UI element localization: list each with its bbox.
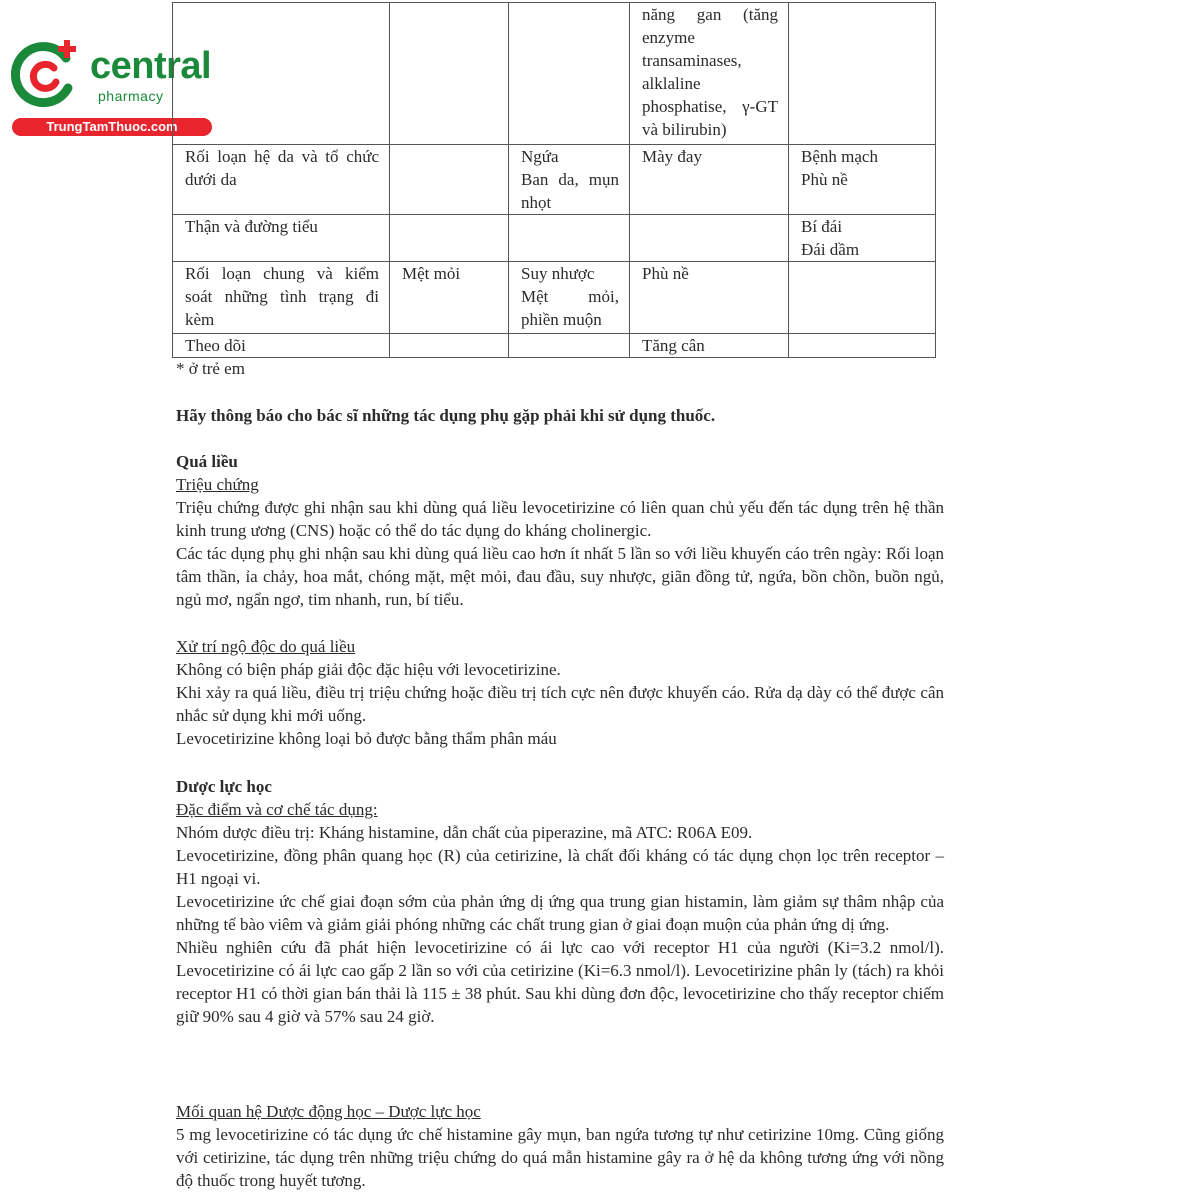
table-cell: Suy nhược Mệt mỏi, phiền muộn — [509, 262, 630, 334]
table-cell: Bí đái Đái dầm — [789, 215, 936, 262]
central-logo-icon — [10, 38, 82, 110]
table-row — [173, 262, 936, 334]
table-cell — [509, 215, 630, 262]
table-cell: Mày đay — [630, 145, 789, 215]
table-cell — [509, 3, 630, 145]
table-cell: Bệnh mạch Phù nề — [789, 145, 936, 215]
symptoms-heading: Triệu chứng — [176, 475, 259, 494]
pkpd-heading: Mối quan hệ Dược động học – Dược lực học — [176, 1102, 481, 1121]
table-cell — [789, 334, 936, 358]
table-cell — [173, 3, 390, 145]
symptoms-paragraph: Các tác dụng phụ ghi nhận sau khi dùng quá liều cao hơn ít nhất 5 lần so với liều khuyến cáo trên ngày: Rối loạn tâm thần, ỉa chảy, hoa mắt, chóng mặt, mệt mỏi, đau đầu, suy nhược, giãn đồng tử, ngứa, bồn chồn, buồn ngủ, ngủ mơ, ngẩn ngơ, tim nhanh, run, bí tiểu. — [176, 544, 944, 609]
adverse-effects-table — [172, 2, 936, 358]
table-cell — [390, 334, 509, 358]
table-cell — [390, 215, 509, 262]
site-badge: TrungTamThuoc.com — [12, 118, 212, 136]
pharmacodynamics-heading: Dược lực học — [176, 777, 272, 796]
table-cell — [789, 262, 936, 334]
mechanism-heading: Đặc điểm và cơ chế tác dụng: — [176, 800, 378, 819]
treatment-paragraph: Không có biện pháp giải độc đặc hiệu với levocetirizine. — [176, 660, 561, 679]
table-cell: Ngứa Ban da, mụn nhọt — [509, 145, 630, 215]
brand-subtitle: pharmacy — [98, 88, 164, 104]
table-cell: Theo dõi — [173, 334, 390, 358]
table-cell — [390, 3, 509, 145]
warning-text: Hãy thông báo cho bác sĩ những tác dụng phụ gặp phải khi sử dụng thuốc. — [176, 406, 716, 425]
table-cell: Thận và đường tiểu — [173, 215, 390, 262]
treatment-paragraph: Khi xảy ra quá liều, điều trị triệu chứng hoặc điều trị tích cực nên được khuyến cáo. Rửa dạ dày có thể được cân nhắc sử dụng khi mới uống. — [176, 683, 944, 725]
pd-paragraph: Nhiều nghiên cứu đã phát hiện levocetirizine có ái lực cao với receptor H1 của người (Ki=3.2 nmol/l). Levocetirizine có ái lực cao gấp 2 lần so với của cetirizine (Ki=6.3 nmol/l). Levocetirizine phân ly (tách) ra khỏi receptor H1 có thời gian bán thải là 115 ± 38 phút. Sau khi dùng đơn độc, levocetirizine cho thấy receptor chiếm giữ 90% sau 4 giờ và 57% sau 24 giờ. — [176, 938, 944, 1026]
table-row — [173, 145, 936, 215]
table-cell — [789, 3, 936, 145]
table-row — [173, 3, 936, 145]
pd-paragraph: Nhóm dược điều trị: Kháng histamine, dẫn chất của piperazine, mã ATC: R06A E09. — [176, 823, 753, 842]
overdose-heading: Quá liều — [176, 452, 238, 471]
table-cell: Rối loạn chung và kiểm soát những tình trạng đi kèm — [173, 262, 390, 334]
table-row — [173, 334, 936, 358]
table-row — [173, 215, 936, 262]
brand-name: central — [90, 45, 212, 87]
table-cell: năng gan (tăng enzyme transaminases, alklaline phosphatise, γ-GT và bilirubin) — [630, 3, 789, 145]
pkpd-section — [176, 1100, 944, 1192]
table-cell: Mệt mỏi — [390, 262, 509, 334]
table-cell — [390, 145, 509, 215]
treatment-heading: Xử trí ngộ độc do quá liều — [176, 637, 356, 656]
table-cell: Tăng cân — [630, 334, 789, 358]
pd-paragraph: Levocetirizine, đồng phân quang học (R) của cetirizine, là chất đối kháng có tác dụng chọn lọc trên receptor – H1 ngoại vi. — [176, 846, 944, 888]
pd-paragraph: Levocetirizine ức chế giai đoạn sớm của phản ứng dị ứng qua trung gian histamin, làm giảm sự thâm nhập của những tế bào viêm và giảm giải phóng những các chất trung gian ở giai đoạn muộn của phản ứng dị ứng. — [176, 892, 944, 934]
symptoms-paragraph: Triệu chứng được ghi nhận sau khi dùng quá liều levocetirizine có liên quan chủ yếu đến tác dụng trên hệ thần kinh trung ương (CNS) hoặc có thể do tác dụng do kháng cholinergic. — [176, 498, 944, 540]
treatment-paragraph: Levocetirizine không loại bỏ được bằng thẩm phân máu — [176, 729, 557, 748]
overdose-section — [176, 450, 944, 611]
table-cell — [509, 334, 630, 358]
pkpd-paragraph: 5 mg levocetirizine có tác dụng ức chế histamine gây mụn, ban ngứa tương tự như cetirizine 10mg. Cũng giống với cetirizine, tác dụng trên những triệu chứng do quá mẫn histamine gây ra ở hệ da không tương ứng với nồng độ thuốc trong huyết tương. — [176, 1125, 944, 1190]
table-cell: Phù nề — [630, 262, 789, 334]
table-footnote: * ở trẻ em — [176, 359, 245, 378]
table-cell — [630, 215, 789, 262]
table-cell: Rối loạn hệ da và tổ chức dưới da — [173, 145, 390, 215]
overdose-treatment-section — [176, 635, 944, 750]
pharmacodynamics-section — [176, 775, 944, 1028]
